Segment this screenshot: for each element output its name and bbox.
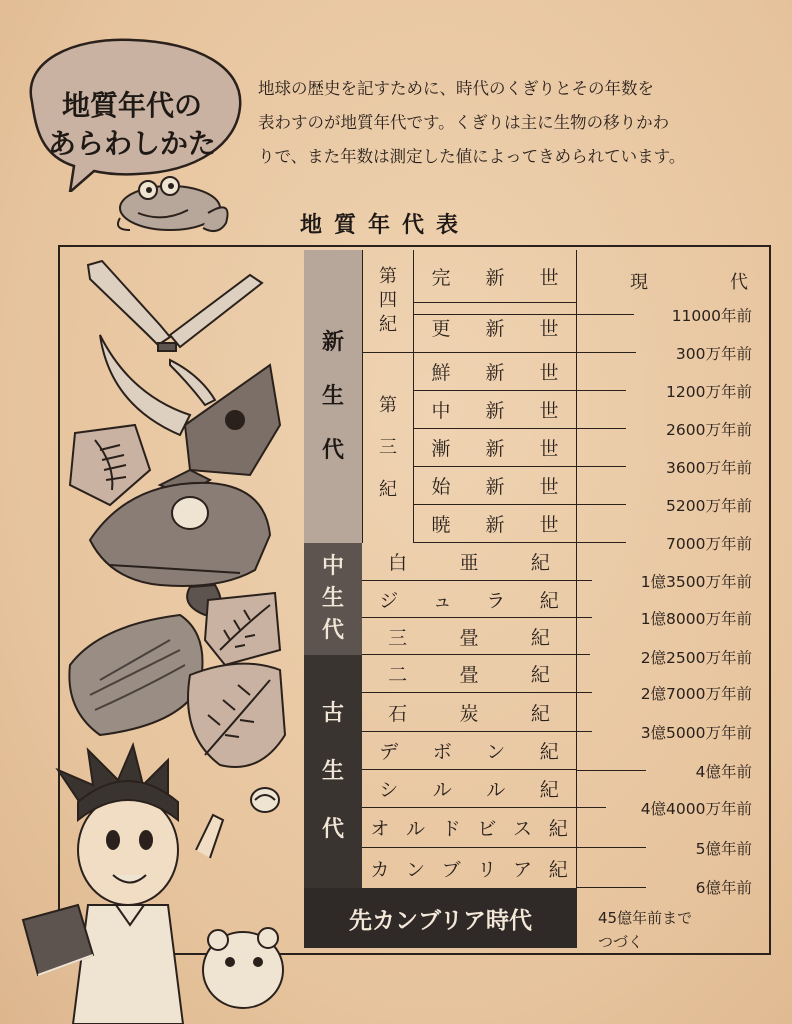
period-char: 畳 — [459, 664, 479, 686]
epoch-char: 世 — [539, 514, 559, 536]
period-char: 炭 — [459, 702, 479, 725]
period-quaternary — [362, 250, 414, 353]
period-char: 亜 — [459, 552, 479, 574]
epoch-row-miocene — [414, 391, 576, 429]
precambrian-note — [598, 906, 692, 954]
intro-paragraph — [258, 72, 758, 174]
epoch-char: 世 — [539, 476, 559, 498]
period-char: 第 — [379, 265, 397, 287]
epoch-char: 更 — [431, 318, 451, 340]
epoch-char: 世 — [539, 266, 559, 289]
age-label: 2600万年前 — [666, 421, 752, 439]
period-char: シ — [379, 779, 399, 801]
age-leader — [576, 428, 626, 429]
period-char: リ — [477, 858, 497, 881]
age-leader — [414, 314, 634, 315]
period-tertiary — [362, 353, 414, 543]
epoch-char: 新 — [485, 514, 505, 536]
epoch-char: 世 — [539, 438, 559, 460]
period-char: 紀 — [379, 314, 397, 336]
age-label: 4億4000万年前 — [640, 800, 752, 818]
epoch-char: 新 — [485, 266, 505, 289]
precambrian-note-line-1: 45億年前まで — [598, 909, 693, 927]
age-label: 300万年前 — [675, 345, 752, 363]
epoch-char: 始 — [431, 476, 451, 498]
period-row-cretaceous — [362, 543, 576, 581]
age-leader — [576, 504, 626, 505]
intro-line-3: りで、また年数は測定した値によってきめられています。 — [258, 147, 686, 166]
period-char: ル — [486, 779, 506, 801]
precambrian-label: 先カンブリア時代 — [304, 888, 577, 948]
epoch-char: 中 — [431, 400, 451, 422]
epoch-row-holocene — [414, 250, 576, 303]
dinosaur-skull-icon — [90, 483, 270, 615]
epoch-char: 新 — [485, 362, 505, 384]
fossil-illustrations — [40, 255, 302, 815]
period-row-carboniferous — [362, 693, 576, 732]
period-row-jurassic — [362, 581, 576, 618]
period-char: ボ — [432, 741, 452, 763]
age-label: 1200万年前 — [666, 383, 752, 401]
age-leader — [576, 807, 606, 808]
period-char: ュ — [432, 589, 452, 612]
age-label: 2億7000万年前 — [640, 685, 752, 703]
era-char: 生 — [321, 383, 344, 409]
age-leader — [576, 542, 626, 543]
period-char: 紀 — [548, 818, 568, 840]
epoch-char: 漸 — [431, 438, 451, 460]
epoch-char: 世 — [539, 362, 559, 384]
period-char: ア — [513, 858, 533, 881]
age-leader — [576, 731, 592, 732]
period-row-cambrian — [362, 848, 576, 888]
age-label: 6億年前 — [695, 879, 752, 897]
precambrian-note-line-2: つづく — [598, 933, 644, 951]
fern-fossil-icon — [205, 593, 280, 665]
period-char: 石 — [388, 702, 408, 725]
period-char: オ — [370, 818, 390, 840]
era-mesozoic — [304, 543, 362, 655]
period-char: 紀 — [539, 779, 559, 801]
period-char: ジ — [379, 589, 399, 612]
age-leader — [576, 580, 592, 581]
trilobite-fossil-icon — [70, 425, 150, 505]
epoch-char: 鮮 — [431, 362, 451, 384]
epoch-row-paleocene — [414, 505, 576, 543]
epoch-char: 新 — [485, 476, 505, 498]
epoch-char: 完 — [431, 266, 451, 289]
age-label: 3600万年前 — [666, 459, 752, 477]
period-char: 紀 — [530, 552, 550, 574]
period-char: 第 — [379, 394, 397, 416]
boy-illustration — [18, 740, 298, 1024]
period-char: 畳 — [459, 626, 479, 649]
frog-illustration — [108, 168, 238, 238]
period-char: ビ — [477, 818, 497, 840]
age-leader — [576, 847, 646, 848]
period-char: 紀 — [530, 664, 550, 686]
epoch-char: 新 — [485, 400, 505, 422]
period-char: 紀 — [530, 626, 550, 649]
age-label: 1億8000万年前 — [640, 610, 752, 628]
shell-fossil-icon — [69, 615, 202, 735]
era-paleozoic — [304, 655, 362, 888]
period-char: 三 — [379, 436, 397, 458]
era-char: 代 — [321, 618, 344, 643]
epoch-char: 新 — [485, 438, 505, 460]
epoch-row-pliocene — [414, 353, 576, 391]
period-char: ブ — [441, 858, 461, 881]
age-leader — [576, 466, 626, 467]
age-leader — [414, 352, 636, 353]
period-char: ン — [406, 858, 426, 881]
column-divider — [576, 250, 577, 888]
period-row-triassic — [362, 618, 576, 655]
period-char: ラ — [486, 589, 506, 612]
age-leader — [576, 770, 646, 771]
period-row-permian — [362, 655, 576, 693]
age-leader — [576, 390, 626, 391]
title-bubble — [12, 32, 242, 182]
bubble-title-line-2: あらわしかた — [47, 127, 216, 160]
intro-line-1: 地球の歴史を記すために、時代のくぎりとその年数を — [258, 79, 654, 98]
period-char: ル — [406, 818, 426, 840]
period-char: 紀 — [530, 702, 550, 725]
era-char: 生 — [321, 758, 344, 784]
era-char: 古 — [321, 700, 344, 726]
age-label: 3億5000万年前 — [640, 724, 752, 742]
age-label: 2億2500万年前 — [640, 649, 752, 667]
period-char: 紀 — [539, 741, 559, 763]
era-char: 中 — [321, 554, 344, 579]
period-row-silurian — [362, 770, 576, 808]
age-label: 1億3500万年前 — [640, 573, 752, 591]
present-char: 代 — [730, 272, 748, 293]
period-char: カ — [370, 858, 390, 881]
period-char: デ — [379, 741, 399, 763]
present-label — [630, 268, 748, 294]
era-char: 代 — [321, 816, 344, 842]
bone-icon — [88, 261, 262, 351]
period-char: ン — [486, 741, 506, 763]
epoch-row-eocene — [414, 467, 576, 505]
period-char: 二 — [388, 664, 408, 686]
period-char: 紀 — [379, 479, 397, 501]
table-title: 地質年代表 — [300, 213, 471, 238]
period-char: 紀 — [539, 589, 559, 612]
era-char: 代 — [321, 437, 344, 463]
period-char: 三 — [388, 626, 408, 649]
epoch-char: 世 — [539, 400, 559, 422]
period-char: 四 — [379, 289, 397, 311]
epoch-char: 新 — [485, 318, 505, 340]
age-label: 4億年前 — [695, 763, 752, 781]
period-char: ス — [513, 818, 533, 840]
epoch-row-oligocene — [414, 429, 576, 467]
age-label: 11000年前 — [671, 307, 752, 325]
age-leader — [576, 654, 590, 655]
era-cenozoic — [304, 250, 362, 543]
age-label: 5億年前 — [695, 840, 752, 858]
period-char: 白 — [388, 552, 408, 574]
epoch-char: 暁 — [431, 514, 451, 536]
age-leader — [576, 692, 592, 693]
period-char: ド — [441, 818, 461, 840]
age-leader — [576, 887, 646, 888]
age-label: 5200万年前 — [666, 497, 752, 515]
epoch-row-pleistocene — [414, 303, 576, 353]
epoch-char: 世 — [539, 318, 559, 340]
bubble-title — [42, 87, 222, 163]
intro-line-2: 表わすのが地質年代です。くぎりは主に生物の移りかわ — [258, 113, 670, 132]
period-row-ordovician — [362, 808, 576, 848]
period-char: 紀 — [548, 858, 568, 881]
period-char: ル — [432, 779, 452, 801]
age-leader — [576, 617, 592, 618]
era-char: 生 — [321, 586, 344, 611]
age-label: 7000万年前 — [666, 535, 752, 553]
period-row-devonian — [362, 732, 576, 770]
era-char: 新 — [321, 329, 344, 355]
bubble-title-line-1: 地質年代の — [61, 89, 202, 122]
present-char: 現 — [630, 272, 648, 293]
